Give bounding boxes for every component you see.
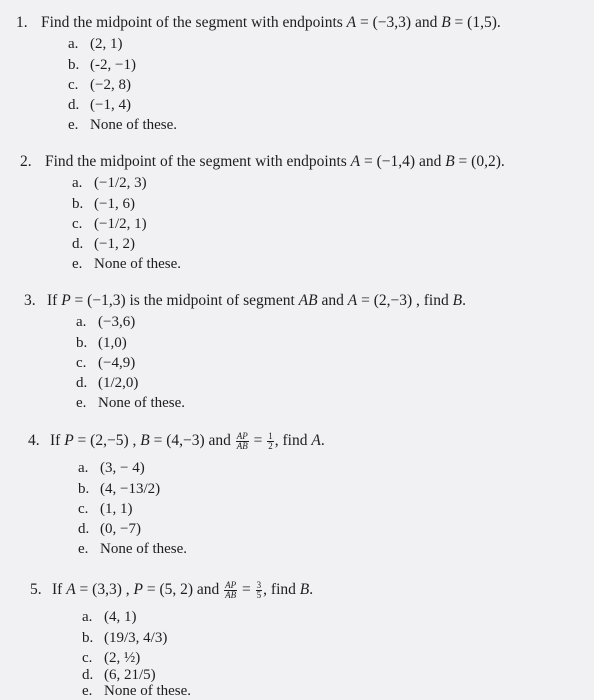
option-4b[interactable] (78, 480, 160, 498)
stem-part: If (52, 581, 67, 598)
var-b: B (445, 153, 455, 170)
option-text: (4, −13/2) (100, 481, 161, 497)
fraction-numerator: AP (236, 430, 248, 441)
option-text: (1,0) (98, 335, 127, 351)
question-number: 5. (30, 581, 42, 598)
option-4d[interactable] (78, 520, 141, 538)
question-1-stem (16, 14, 501, 32)
option-text: (4, 1) (104, 609, 137, 625)
option-text: (−2, 8) (90, 77, 131, 93)
option-label: a. (72, 175, 83, 191)
option-4a[interactable] (78, 459, 145, 477)
option-text: (−1/2, 3) (94, 175, 147, 191)
option-label: b. (76, 335, 88, 351)
option-1c[interactable] (68, 76, 131, 94)
var-a: A (66, 581, 76, 598)
option-4e[interactable] (78, 540, 187, 558)
option-2e[interactable] (72, 255, 181, 273)
var-p: P (133, 581, 143, 598)
option-label: a. (78, 460, 89, 476)
stem-part: and (317, 292, 348, 309)
segment-ab: AB (298, 292, 318, 309)
stem-part: = (249, 432, 267, 449)
option-text: (1/2,0) (98, 375, 139, 391)
option-3b[interactable] (76, 334, 127, 352)
question-number: 2. (20, 153, 32, 170)
option-text: None of these. (100, 541, 188, 557)
option-5e[interactable] (82, 682, 191, 700)
question-4-stem (28, 428, 325, 454)
ratio-fraction (236, 432, 249, 451)
question-number: 3. (24, 292, 36, 309)
stem-part: . (462, 292, 466, 309)
stem-part: = (−1,4) and (360, 153, 446, 170)
option-text: (−4,9) (98, 355, 136, 371)
stem-part: = (0,2). (454, 153, 505, 170)
option-text: (2, 1) (90, 36, 123, 52)
option-label: c. (68, 77, 79, 93)
option-label: a. (76, 314, 87, 330)
stem-part: = (1,5). (450, 14, 501, 31)
var-a: A (311, 432, 321, 449)
option-text: (6, 21/5) (104, 667, 156, 683)
option-text: (−3,6) (98, 314, 136, 330)
option-text: (−1, 2) (94, 236, 135, 252)
option-3a[interactable] (76, 313, 135, 331)
var-b: B (441, 14, 451, 31)
option-label: b. (82, 630, 94, 646)
option-label: a. (82, 609, 93, 625)
option-3d[interactable] (76, 374, 138, 392)
option-1b[interactable] (68, 56, 136, 74)
option-1d[interactable] (68, 96, 131, 114)
option-text: (-2, −1) (90, 57, 136, 73)
option-1e[interactable] (68, 116, 177, 134)
option-label: e. (68, 117, 79, 133)
var-p: P (64, 432, 74, 449)
question-3-stem (24, 292, 466, 310)
stem-part: = (2,−3) , find (357, 292, 453, 309)
ratio-numerator: 1 (268, 430, 273, 441)
var-b: B (452, 292, 463, 309)
stem-part: = (238, 581, 255, 598)
question-2-stem (20, 153, 505, 171)
var-a: A (347, 292, 358, 309)
ratio-value (256, 581, 263, 600)
ratio-value (267, 432, 274, 451)
option-4c[interactable] (78, 500, 133, 518)
option-label: d. (76, 375, 88, 391)
option-text: None of these. (94, 256, 182, 272)
fraction-denominator: AB (236, 440, 248, 451)
var-b: B (140, 432, 150, 449)
option-label: e. (76, 395, 87, 411)
option-text: (2, ½) (104, 650, 141, 666)
option-label: d. (68, 97, 80, 113)
var-a: A (346, 14, 357, 31)
option-text: (1, 1) (100, 501, 133, 517)
option-label: d. (72, 236, 84, 252)
option-label: e. (78, 541, 89, 557)
option-label: c. (76, 355, 87, 371)
option-label: b. (72, 196, 84, 212)
question-text: Find the midpoint of the segment with endpoints (41, 14, 343, 31)
stem-part: = (2,−5) , (73, 432, 141, 449)
option-5b[interactable] (82, 629, 167, 647)
option-text: (3, − 4) (100, 460, 145, 476)
option-label: e. (82, 683, 93, 699)
option-label: d. (78, 521, 90, 537)
question-number: 4. (28, 432, 40, 449)
option-5a[interactable] (82, 608, 137, 626)
option-text: (−1, 6) (94, 196, 135, 212)
stem-part: , find (263, 581, 300, 598)
ratio-denominator: 5 (256, 589, 262, 600)
option-3e[interactable] (76, 394, 185, 412)
stem-part: = (3,3) , (75, 581, 134, 598)
option-2a[interactable] (72, 174, 147, 192)
option-2c[interactable] (72, 215, 147, 233)
stem-part: If (47, 292, 62, 309)
option-label: b. (68, 57, 80, 73)
option-text: (0, −7) (100, 521, 141, 537)
fraction-numerator: AP (225, 579, 237, 590)
var-p: P (61, 292, 71, 309)
option-1a[interactable] (68, 35, 123, 53)
question-text: Find the midpoint of the segment with endpoints (45, 153, 347, 170)
option-text: None of these. (104, 683, 192, 699)
ratio-denominator: 2 (268, 440, 273, 451)
option-3c[interactable] (76, 354, 135, 372)
option-text: None of these. (98, 395, 186, 411)
option-2d[interactable] (72, 235, 135, 253)
option-text: (19/3, 4/3) (104, 630, 168, 646)
option-label: b. (78, 481, 90, 497)
fraction-denominator: AB (225, 589, 237, 600)
option-2b[interactable] (72, 195, 135, 213)
stem-part: = (−1,3) is the midpoint of segment (70, 292, 299, 309)
stem-part: If (50, 432, 65, 449)
stem-part: . (320, 432, 325, 449)
stem-part: , find (274, 432, 312, 449)
question-5-stem (30, 577, 313, 603)
option-5c[interactable] (82, 649, 140, 667)
stem-part: = (−3,3) and (356, 14, 442, 31)
stem-part: . (309, 581, 314, 598)
option-label: d. (82, 667, 94, 683)
ratio-fraction (224, 581, 237, 600)
option-label: a. (68, 36, 79, 52)
var-a: A (350, 153, 361, 170)
stem-part: = (5, 2) and (142, 581, 224, 598)
option-label: c. (78, 501, 89, 517)
option-label: e. (72, 256, 83, 272)
ratio-numerator: 3 (256, 579, 262, 590)
option-text: None of these. (90, 117, 178, 133)
var-b: B (299, 581, 310, 598)
option-label: c. (72, 216, 83, 232)
option-text: (−1/2, 1) (94, 216, 147, 232)
stem-part: = (4,−3) and (149, 432, 235, 449)
option-text: (−1, 4) (90, 97, 131, 113)
option-label: c. (82, 650, 93, 666)
question-number: 1. (16, 14, 28, 31)
